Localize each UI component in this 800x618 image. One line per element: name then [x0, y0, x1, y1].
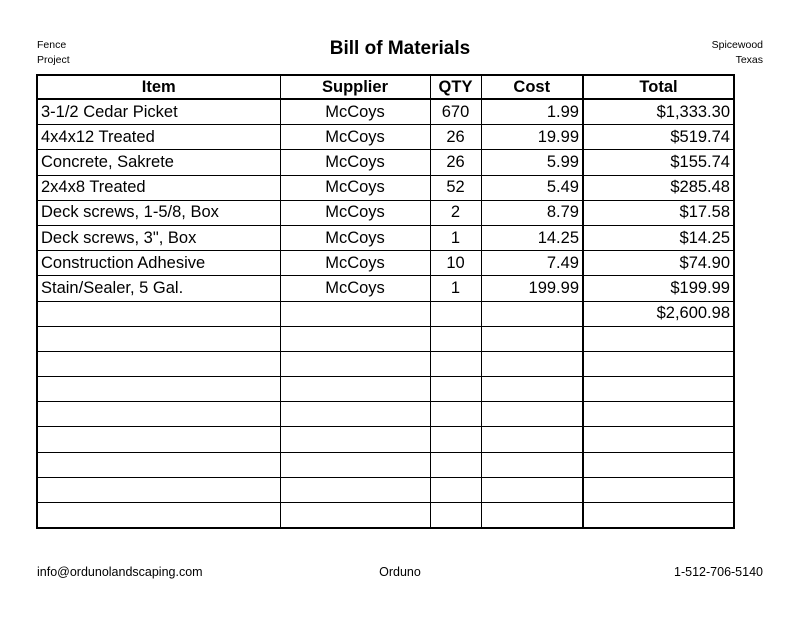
- cell-item: Concrete, Sakrete: [37, 150, 280, 175]
- cell-item: [37, 477, 280, 502]
- cell-total: $14.25: [583, 225, 734, 250]
- cell-supplier: McCoys: [280, 125, 430, 150]
- cell-supplier: McCoys: [280, 225, 430, 250]
- cell-item: Stain/Sealer, 5 Gal.: [37, 276, 280, 301]
- cell-supplier: McCoys: [280, 200, 430, 225]
- cell-item: [37, 452, 280, 477]
- table-row: [37, 477, 734, 502]
- cell-total: [583, 326, 734, 351]
- cell-item: 2x4x8 Treated: [37, 175, 280, 200]
- cell-total: $285.48: [583, 175, 734, 200]
- column-header-supplier: Supplier: [280, 75, 430, 99]
- cell-total: $2,600.98: [583, 301, 734, 326]
- column-header-item: Item: [37, 75, 280, 99]
- cell-qty: 10: [430, 251, 481, 276]
- bill-of-materials-table: [36, 74, 735, 529]
- table-header-row: [37, 75, 734, 99]
- table-row: [37, 503, 734, 529]
- footer-company: Orduno: [379, 565, 421, 579]
- cell-cost: [481, 402, 583, 427]
- table-row: [37, 377, 734, 402]
- cell-supplier: McCoys: [280, 150, 430, 175]
- cell-supplier: [280, 402, 430, 427]
- table-row: [37, 452, 734, 477]
- footer-phone: 1-512-706-5140: [674, 565, 763, 579]
- cell-cost: [481, 326, 583, 351]
- table-row: [37, 276, 734, 301]
- cell-item: [37, 503, 280, 529]
- cell-supplier: [280, 377, 430, 402]
- cell-cost: 199.99: [481, 276, 583, 301]
- page-title: Bill of Materials: [329, 38, 471, 59]
- cell-cost: 5.49: [481, 175, 583, 200]
- table-row: [37, 351, 734, 376]
- cell-qty: 1: [430, 276, 481, 301]
- cell-item: 3-1/2 Cedar Picket: [37, 99, 280, 125]
- cell-cost: [481, 503, 583, 529]
- cell-qty: [430, 477, 481, 502]
- project-label-line1: Fence: [37, 39, 67, 51]
- cell-supplier: [280, 427, 430, 452]
- cell-cost: 5.99: [481, 150, 583, 175]
- cell-total: $17.58: [583, 200, 734, 225]
- cell-cost: 19.99: [481, 125, 583, 150]
- cell-item: [37, 301, 280, 326]
- column-header-total: Total: [583, 75, 734, 99]
- cell-item: Deck screws, 3", Box: [37, 225, 280, 250]
- cell-qty: 1: [430, 225, 481, 250]
- cell-item: [37, 402, 280, 427]
- cell-qty: 26: [430, 125, 481, 150]
- cell-qty: [430, 377, 481, 402]
- cell-qty: [430, 503, 481, 529]
- cell-total: [583, 402, 734, 427]
- cell-cost: [481, 477, 583, 502]
- location-label-line2: Texas: [735, 54, 763, 66]
- cell-supplier: McCoys: [280, 99, 430, 125]
- cell-total: $74.90: [583, 251, 734, 276]
- table-row: [37, 326, 734, 351]
- cell-cost: [481, 351, 583, 376]
- cell-supplier: McCoys: [280, 251, 430, 276]
- cell-item: 4x4x12 Treated: [37, 125, 280, 150]
- cell-total: [583, 351, 734, 376]
- cell-supplier: [280, 351, 430, 376]
- cell-total: $1,333.30: [583, 99, 734, 125]
- column-header-qty: QTY: [430, 75, 481, 99]
- cell-cost: [481, 427, 583, 452]
- cell-qty: [430, 351, 481, 376]
- cell-total: [583, 503, 734, 529]
- table-row: [37, 251, 734, 276]
- cell-supplier: McCoys: [280, 175, 430, 200]
- cell-item: [37, 351, 280, 376]
- cell-qty: 2: [430, 200, 481, 225]
- table-row: [37, 402, 734, 427]
- table-row: [37, 99, 734, 125]
- cell-cost: 8.79: [481, 200, 583, 225]
- cell-total: $199.99: [583, 276, 734, 301]
- cell-supplier: [280, 326, 430, 351]
- cell-cost: [481, 377, 583, 402]
- table-row: [37, 150, 734, 175]
- cell-qty: [430, 452, 481, 477]
- cell-total: [583, 477, 734, 502]
- footer-email: info@ordunolandscaping.com: [37, 565, 203, 579]
- cell-total: $155.74: [583, 150, 734, 175]
- cell-qty: [430, 301, 481, 326]
- cell-qty: [430, 427, 481, 452]
- cell-item: [37, 377, 280, 402]
- table-row: [37, 225, 734, 250]
- table-row: [37, 175, 734, 200]
- column-header-cost: Cost: [481, 75, 583, 99]
- cell-supplier: [280, 452, 430, 477]
- cell-item: [37, 326, 280, 351]
- cell-item: Construction Adhesive: [37, 251, 280, 276]
- cell-qty: 26: [430, 150, 481, 175]
- cell-supplier: McCoys: [280, 276, 430, 301]
- cell-cost: 14.25: [481, 225, 583, 250]
- table-row: [37, 301, 734, 326]
- cell-total: [583, 377, 734, 402]
- cell-qty: 670: [430, 99, 481, 125]
- cell-item: [37, 427, 280, 452]
- cell-supplier: [280, 503, 430, 529]
- cell-item: Deck screws, 1-5/8, Box: [37, 200, 280, 225]
- table-row: [37, 427, 734, 452]
- cell-cost: [481, 301, 583, 326]
- cell-qty: 52: [430, 175, 481, 200]
- table-row: [37, 125, 734, 150]
- cell-cost: 1.99: [481, 99, 583, 125]
- project-label-line2: Project: [37, 54, 70, 66]
- cell-qty: [430, 326, 481, 351]
- cell-cost: [481, 452, 583, 477]
- location-label-line1: Spicewood: [711, 39, 763, 51]
- cell-total: [583, 427, 734, 452]
- table-row: [37, 200, 734, 225]
- cell-supplier: [280, 301, 430, 326]
- cell-cost: 7.49: [481, 251, 583, 276]
- cell-total: [583, 452, 734, 477]
- location-label: [712, 38, 763, 68]
- cell-supplier: [280, 477, 430, 502]
- cell-total: $519.74: [583, 125, 734, 150]
- cell-qty: [430, 402, 481, 427]
